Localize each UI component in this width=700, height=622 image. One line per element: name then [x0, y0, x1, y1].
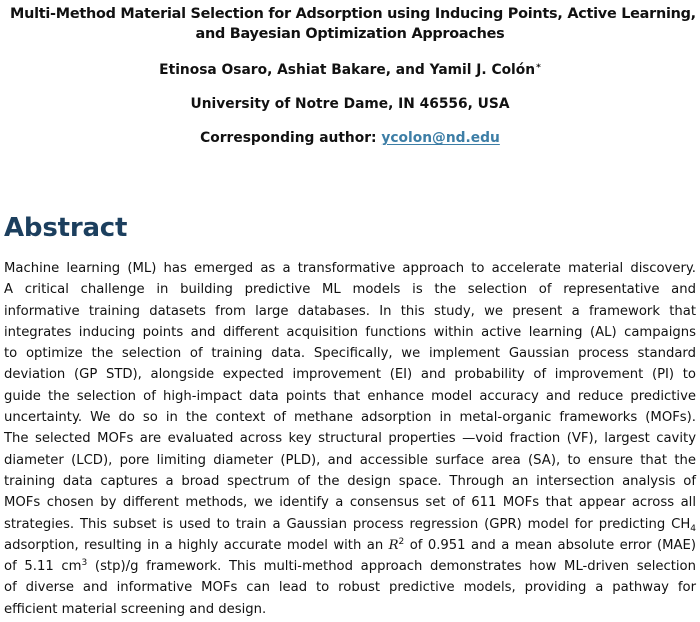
- abstract-line: informative training datasets from large databases. In this study, we present a framework that: [4, 303, 696, 319]
- abstract-line: Machine learning (ML) has emerged as a transformative approach to accelerate material discovery.: [4, 261, 696, 276]
- r-squared-superscript: 2: [398, 536, 405, 547]
- line15-pre: of 5.11 cm: [4, 559, 82, 575]
- abstract-line-r2: [4, 535, 696, 556]
- authors-text: Etinosa Osaro, Ashiat Bakare, and Yamil J. Colón: [159, 62, 536, 78]
- line15-post: (stp)/g framework. This multi-method approach demonstrates how ML-driven selection: [87, 559, 696, 575]
- r-variable: R: [388, 537, 399, 553]
- abstract-line: integrates inducing points and different acquisition functions within active learning (AL) campaigns: [4, 324, 696, 340]
- title-line-1: Multi-Method Material Selection for Adsorption using Inducing Points, Active Learning,: [10, 6, 696, 22]
- abstract-line-ch4: [4, 514, 696, 535]
- title-line-2: and Bayesian Optimization Approaches: [195, 26, 505, 42]
- line14-post: of 0.951 and a mean absolute error (MAE): [404, 537, 696, 553]
- corresponding-email-link[interactable]: ycolon@nd.edu: [381, 130, 500, 146]
- abstract-heading: Abstract: [4, 213, 128, 243]
- abstract-line: MOFs chosen by different methods, we identify a consensus set of 611 MOFs that appear across all: [4, 495, 696, 511]
- corresponding-author: [0, 129, 700, 147]
- line14-pre: adsorption, resulting in a highly accurate model with an: [4, 537, 389, 553]
- abstract-line: The selected MOFs are evaluated across key structural properties —void fraction (VF), largest cavity: [4, 431, 696, 447]
- abstract-line: uncertainty. We do so in the context of methane adsorption in metal-organic frameworks (MOFs).: [4, 410, 696, 426]
- abstract-line-units: [4, 556, 696, 577]
- corresponding-label: Corresponding author:: [200, 130, 377, 146]
- abstract-body: [4, 258, 696, 620]
- line13-text: strategies. This subset is used to train a Gaussian process regression (GPR) model for predicting CH: [4, 516, 691, 532]
- ch4-subscript: 4: [690, 523, 696, 534]
- abstract-line: guide the selection of high-impact data points that enhance model accuracy and reduce predictive: [4, 388, 696, 404]
- author-list: [0, 61, 700, 79]
- abstract-line: A critical challenge in building predictive ML models is the selection of representative and: [4, 282, 696, 298]
- corresponding-author-mark: *: [536, 63, 541, 73]
- abstract-line: diameter (LCD), pore limiting diameter (PLD), and accessible surface area (SA), to ensure that the: [4, 452, 696, 468]
- abstract-line: deviation (GP STD), alongside expected improvement (EI) and probability of improvement (PI) to: [4, 367, 696, 383]
- abstract-line-last: efficient material screening and design.: [4, 601, 267, 617]
- abstract-line: training data captures a broad spectrum of the design space. Through an intersection analysis of: [4, 473, 696, 489]
- abstract-line: of diverse and informative MOFs can lead to robust predictive models, providing a pathway for: [4, 580, 696, 596]
- paper-title: [10, 4, 696, 44]
- abstract-line: to optimize the selection of training data. Specifically, we implement Gaussian process standard: [4, 346, 696, 362]
- cm3-superscript: 3: [81, 558, 88, 569]
- affiliation: University of Notre Dame, IN 46556, USA: [190, 96, 510, 112]
